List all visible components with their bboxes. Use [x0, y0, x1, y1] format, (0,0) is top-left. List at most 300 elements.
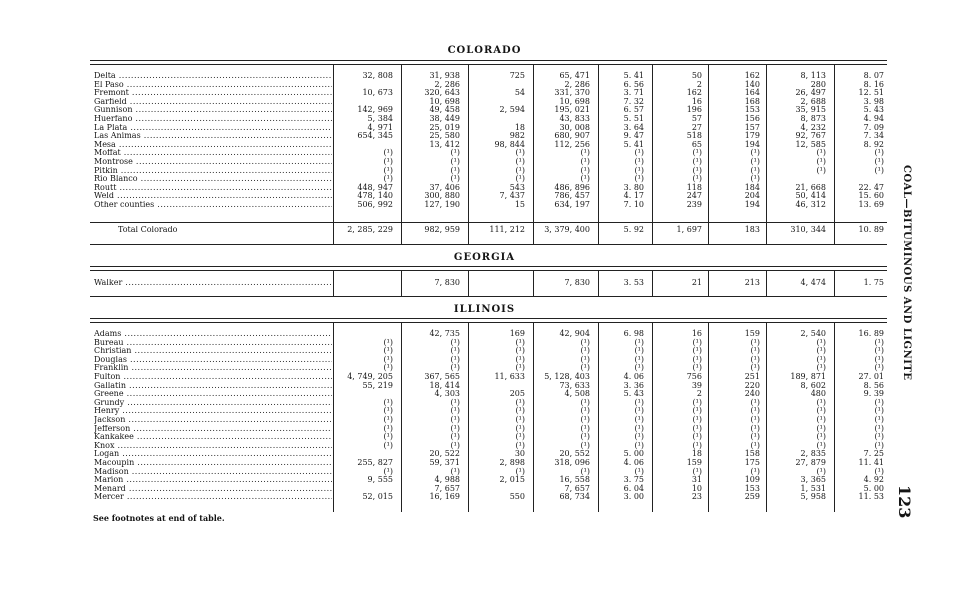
cell-col-1: (¹): [383, 148, 393, 158]
cell-col-6: 10: [691, 483, 702, 493]
cell-col-6: 39: [691, 380, 702, 390]
cell-col-8: (¹): [816, 337, 826, 347]
cell-col-9: 16. 89: [858, 329, 884, 338]
cell-col-3: 7, 437: [499, 191, 525, 201]
cell-col-3: 205: [509, 389, 525, 399]
county-name: Macoupin .....: [94, 459, 332, 468]
column-separator: [533, 322, 534, 512]
column-separator: [533, 270, 534, 296]
cell-col-2: 7, 830: [434, 278, 460, 287]
table-row: [90, 106, 887, 115]
cell-col-8: 2, 688: [800, 96, 826, 106]
cell-col-5: (¹): [634, 337, 644, 347]
county-name: Fulton .....: [94, 373, 332, 382]
cell-col-3: 725: [509, 71, 525, 80]
table-row: [90, 184, 887, 193]
cell-col-5: 3. 75: [623, 475, 644, 485]
cell-col-7: 168: [744, 96, 760, 106]
cell-col-7: (¹): [750, 414, 760, 424]
cell-col-2: (¹): [450, 337, 460, 347]
cell-col-4: 30, 008: [559, 122, 590, 132]
cell-col-9: (¹): [874, 414, 884, 424]
county-name: Adams .....: [94, 330, 332, 339]
county-name: Henry .....: [94, 407, 332, 416]
rule: [90, 266, 887, 267]
cell-col-6: 50: [691, 71, 702, 80]
cell-col-7: 153: [744, 483, 760, 493]
cell-col-5: (¹): [634, 406, 644, 416]
cell-col-9: (¹): [874, 466, 884, 476]
cell-col-5: (¹): [634, 432, 644, 442]
cell-col-2: 300, 880: [424, 191, 460, 201]
cell-col-7: (¹): [750, 165, 760, 175]
cell-col-1: 5, 384: [367, 113, 393, 123]
cell-col-8: (¹): [816, 466, 826, 476]
cell-col-4: 318, 096: [554, 457, 590, 467]
cell-col-4: (¹): [580, 156, 590, 166]
table-row: [90, 373, 887, 382]
cell-col-2: (¹): [450, 432, 460, 442]
cell-col-2: (¹): [450, 354, 460, 364]
cell-col-1: (¹): [383, 414, 393, 424]
cell-col-8: 480: [810, 389, 826, 399]
cell-col-2: 37, 406: [429, 182, 460, 192]
rule: [90, 270, 887, 271]
cell-col-8: 8, 602: [800, 380, 826, 390]
county-name: Total Colorado: [118, 226, 178, 234]
column-separator: [766, 270, 767, 296]
cell-col-2: 18, 414: [429, 380, 460, 390]
cell-col-7: (¹): [750, 432, 760, 442]
cell-col-3: 982: [509, 131, 525, 141]
cell-col-8: 35, 915: [795, 105, 826, 115]
rule: [90, 64, 887, 65]
cell-col-7: 204: [744, 191, 760, 201]
cell-col-5: (¹): [634, 156, 644, 166]
cell-col-9: 27. 01: [858, 371, 884, 381]
state-heading-georgia: GEORGIA: [453, 252, 516, 263]
cell-col-1: 654, 345: [357, 131, 393, 141]
cell-col-6: 159: [686, 457, 702, 467]
cell-col-3: (¹): [515, 165, 525, 175]
table-row: [90, 81, 887, 90]
cell-col-5: 5. 43: [623, 389, 644, 399]
cell-col-5: 3. 00: [623, 492, 644, 502]
cell-col-7: (¹): [750, 363, 760, 373]
county-name: Huerfano .....: [94, 115, 332, 124]
cell-col-4: 2, 286: [564, 79, 590, 89]
cell-col-3: 11, 633: [494, 371, 525, 381]
cell-col-9: 3. 98: [863, 96, 884, 106]
table-row: [90, 339, 887, 348]
cell-col-6: 31: [691, 475, 702, 485]
cell-col-4: 7, 657: [564, 483, 590, 493]
cell-col-6: (¹): [692, 174, 702, 184]
cell-col-6: 756: [686, 371, 702, 381]
column-separator: [834, 322, 835, 512]
cell-col-8: 21, 668: [795, 182, 826, 192]
county-name: Marion .....: [94, 476, 332, 485]
table-row: [90, 468, 887, 477]
cell-col-5: 6. 56: [623, 79, 644, 89]
column-separator: [708, 270, 709, 296]
county-name: Garfield .....: [94, 98, 332, 107]
cell-col-7: 213: [744, 278, 760, 287]
cell-col-2: 59, 371: [429, 457, 460, 467]
county-name: Weld .....: [94, 192, 332, 201]
table-row: [90, 132, 887, 141]
cell-col-2: 2, 286: [434, 79, 460, 89]
cell-col-5: 7. 10: [623, 199, 644, 209]
cell-col-6: 118: [686, 182, 702, 192]
cell-col-7: 183: [744, 225, 760, 234]
cell-col-3: (¹): [515, 337, 525, 347]
county-name: Knox .....: [94, 442, 332, 451]
cell-col-1: (¹): [383, 363, 393, 373]
county-name: Kankakee .....: [94, 433, 332, 442]
cell-col-5: 7. 32: [623, 96, 644, 106]
table-row: [90, 390, 887, 399]
cell-col-9: 13. 69: [858, 199, 884, 209]
cell-col-8: (¹): [816, 414, 826, 424]
cell-col-6: 16: [691, 329, 702, 338]
cell-col-5: (¹): [634, 174, 644, 184]
cell-col-2: (¹): [450, 148, 460, 158]
cell-col-9: 7. 09: [863, 122, 884, 132]
county-name: Franklin .....: [94, 364, 332, 373]
cell-col-6: (¹): [692, 406, 702, 416]
cell-col-9: (¹): [874, 337, 884, 347]
cell-col-1: (¹): [383, 466, 393, 476]
cell-col-9: (¹): [874, 354, 884, 364]
cell-col-8: (¹): [816, 423, 826, 433]
cell-col-9: (¹): [874, 148, 884, 158]
cell-col-4: 68, 734: [559, 492, 590, 502]
cell-col-2: 38, 449: [429, 113, 460, 123]
table-row: [90, 72, 887, 81]
cell-col-6: 23: [691, 492, 702, 502]
cell-col-9: 5. 43: [863, 105, 884, 115]
cell-col-2: (¹): [450, 397, 460, 407]
cell-col-7: 158: [744, 449, 760, 459]
county-name: Logan .....: [94, 450, 332, 459]
cell-col-8: (¹): [816, 363, 826, 373]
column-separator: [708, 64, 709, 244]
cell-col-8: 27, 879: [795, 457, 826, 467]
cell-col-2: (¹): [450, 363, 460, 373]
column-separator: [652, 64, 653, 244]
cell-col-2: (¹): [450, 466, 460, 476]
cell-col-8: 92, 767: [795, 131, 826, 141]
cell-col-8: 2, 835: [800, 449, 826, 459]
cell-col-7: 179: [744, 131, 760, 141]
cell-col-3: 2, 594: [499, 105, 525, 115]
column-separator: [533, 64, 534, 244]
cell-col-3: (¹): [515, 354, 525, 364]
cell-col-9: 11. 41: [858, 457, 884, 467]
rule: [90, 296, 887, 297]
column-separator: [834, 270, 835, 296]
cell-col-7: 175: [744, 457, 760, 467]
cell-col-1: 52, 015: [362, 492, 393, 502]
cell-col-9: 1. 75: [863, 278, 884, 287]
county-name: Rio Blanco .....: [94, 175, 332, 184]
cell-col-1: (¹): [383, 397, 393, 407]
cell-col-6: 196: [686, 105, 702, 115]
cell-col-1: (¹): [383, 174, 393, 184]
cell-col-3: 54: [514, 88, 525, 98]
cell-col-7: (¹): [750, 466, 760, 476]
cell-col-5: 3. 64: [623, 122, 644, 132]
cell-col-5: (¹): [634, 440, 644, 450]
colorado-total: [90, 226, 887, 235]
cell-col-4: 16, 558: [559, 475, 590, 485]
cell-col-8: 12, 585: [795, 139, 826, 149]
county-name: La Plata .....: [94, 124, 332, 133]
cell-col-4: 680, 907: [554, 131, 590, 141]
cell-col-6: (¹): [692, 414, 702, 424]
table-row: [90, 141, 887, 150]
cell-col-7: 194: [744, 199, 760, 209]
cell-col-8: (¹): [816, 354, 826, 364]
table-row: [90, 450, 887, 459]
column-separator: [333, 322, 334, 512]
cell-col-3: 550: [509, 492, 525, 502]
cell-col-9: 8. 07: [863, 71, 884, 80]
cell-col-5: 3. 80: [623, 182, 644, 192]
column-separator: [652, 270, 653, 296]
cell-col-9: 10. 89: [858, 225, 884, 234]
cell-col-9: (¹): [874, 423, 884, 433]
county-name: Moffat .....: [94, 149, 332, 158]
cell-col-4: 10, 698: [559, 96, 590, 106]
cell-col-4: (¹): [580, 354, 590, 364]
cell-col-7: 159: [744, 329, 760, 338]
cell-col-2: 367, 565: [424, 371, 460, 381]
cell-col-8: (¹): [816, 156, 826, 166]
cell-col-4: (¹): [580, 174, 590, 184]
county-name: Greene .....: [94, 390, 332, 399]
cell-col-4: (¹): [580, 346, 590, 356]
cell-col-7: 194: [744, 139, 760, 149]
cell-col-3: (¹): [515, 423, 525, 433]
cell-col-9: (¹): [874, 165, 884, 175]
cell-col-1: (¹): [383, 156, 393, 166]
cell-col-3: 30: [514, 449, 525, 459]
cell-col-7: 259: [744, 492, 760, 502]
cell-col-4: 112, 256: [554, 139, 590, 149]
cell-col-7: 109: [744, 475, 760, 485]
cell-col-9: 4. 92: [863, 475, 884, 485]
cell-col-4: 634, 197: [554, 199, 590, 209]
cell-col-5: (¹): [634, 363, 644, 373]
cell-col-4: (¹): [580, 397, 590, 407]
cell-col-3: 15: [514, 199, 525, 209]
cell-col-3: 18: [514, 122, 525, 132]
cell-col-1: (¹): [383, 346, 393, 356]
cell-col-1: 32, 808: [362, 71, 393, 80]
cell-col-5: 3. 36: [623, 380, 644, 390]
cell-col-6: (¹): [692, 165, 702, 175]
cell-col-2: (¹): [450, 156, 460, 166]
cell-col-2: 320, 643: [424, 88, 460, 98]
cell-col-4: (¹): [580, 363, 590, 373]
cell-col-4: (¹): [580, 423, 590, 433]
cell-col-9: 4. 94: [863, 113, 884, 123]
cell-col-5: 3. 53: [623, 278, 644, 287]
cell-col-7: 140: [744, 79, 760, 89]
cell-col-9: (¹): [874, 432, 884, 442]
county-name: Mesa .....: [94, 141, 332, 150]
cell-col-3: (¹): [515, 174, 525, 184]
cell-col-1: 478, 140: [357, 191, 393, 201]
cell-col-8: 189, 871: [790, 371, 826, 381]
cell-col-8: 2, 540: [800, 329, 826, 338]
cell-col-6: 162: [686, 88, 702, 98]
cell-col-4: 486, 896: [554, 182, 590, 192]
county-name: Routt .....: [94, 184, 332, 193]
table-row: [90, 192, 887, 201]
cell-col-1: (¹): [383, 423, 393, 433]
table-row: [90, 356, 887, 365]
page-number: 123: [895, 485, 914, 519]
rule: [90, 60, 887, 61]
cell-col-8: (¹): [816, 432, 826, 442]
cell-col-5: 9. 47: [623, 131, 644, 141]
cell-col-1: (¹): [383, 432, 393, 442]
cell-col-4: 43, 833: [559, 113, 590, 123]
cell-col-4: 42, 904: [559, 329, 590, 338]
county-name: Bureau .....: [94, 339, 332, 348]
table-row: [90, 89, 887, 98]
cell-col-8: (¹): [816, 406, 826, 416]
table-row: [90, 399, 887, 408]
cell-col-2: 7, 657: [434, 483, 460, 493]
cell-col-2: 4, 988: [434, 475, 460, 485]
cell-col-6: 27: [691, 122, 702, 132]
cell-col-3: (¹): [515, 148, 525, 158]
cell-col-3: (¹): [515, 406, 525, 416]
county-name: Pitkin .....: [94, 167, 332, 176]
cell-col-8: 8, 113: [800, 71, 826, 80]
cell-col-7: 153: [744, 105, 760, 115]
cell-col-5: 5. 00: [623, 449, 644, 459]
cell-col-7: (¹): [750, 440, 760, 450]
cell-col-2: 16, 169: [429, 492, 460, 502]
cell-col-3: (¹): [515, 440, 525, 450]
cell-col-7: (¹): [750, 354, 760, 364]
county-name: Gunnison .....: [94, 106, 332, 115]
cell-col-7: (¹): [750, 148, 760, 158]
cell-col-9: 8. 16: [863, 79, 884, 89]
cell-col-2: 13, 412: [429, 139, 460, 149]
cell-col-8: 26, 497: [795, 88, 826, 98]
cell-col-3: 111, 212: [489, 225, 525, 234]
cell-col-4: (¹): [580, 466, 590, 476]
cell-col-1: (¹): [383, 337, 393, 347]
cell-col-8: 5, 958: [800, 492, 826, 502]
cell-col-3: (¹): [515, 414, 525, 424]
cell-col-9: 11. 53: [858, 492, 884, 502]
table-row: [90, 347, 887, 356]
cell-col-8: 50, 414: [795, 191, 826, 201]
cell-col-7: 251: [744, 371, 760, 381]
column-separator: [401, 64, 402, 244]
county-name: Douglas .....: [94, 356, 332, 365]
cell-col-6: 2: [696, 79, 702, 89]
cell-col-8: (¹): [816, 148, 826, 158]
cell-col-6: (¹): [692, 363, 702, 373]
column-separator: [401, 322, 402, 512]
cell-col-3: 169: [509, 329, 525, 338]
cell-col-6: 239: [686, 199, 702, 209]
cell-col-7: 240: [744, 389, 760, 399]
cell-col-7: (¹): [750, 337, 760, 347]
column-separator: [468, 270, 469, 296]
cell-col-7: 157: [744, 122, 760, 132]
county-name: Madison .....: [94, 468, 332, 477]
table-row: [90, 175, 887, 184]
table-row: [90, 364, 887, 373]
cell-col-9: (¹): [874, 346, 884, 356]
cell-col-9: 7. 34: [863, 131, 884, 141]
column-separator: [708, 322, 709, 512]
cell-col-2: 25, 019: [429, 122, 460, 132]
cell-col-1: 255, 827: [357, 457, 393, 467]
cell-col-6: 65: [691, 139, 702, 149]
county-name: Jackson .....: [94, 416, 332, 425]
cell-col-7: 156: [744, 113, 760, 123]
cell-col-5: 5. 41: [623, 139, 644, 149]
table-row: [90, 167, 887, 176]
cell-col-3: (¹): [515, 156, 525, 166]
cell-col-5: 5. 41: [623, 71, 644, 80]
cell-col-3: (¹): [515, 363, 525, 373]
cell-col-7: (¹): [750, 156, 760, 166]
cell-col-7: 164: [744, 88, 760, 98]
cell-col-4: 7, 830: [564, 278, 590, 287]
cell-col-4: (¹): [580, 432, 590, 442]
cell-col-1: 4, 971: [367, 122, 393, 132]
cell-col-5: 5. 51: [623, 113, 644, 123]
cell-col-4: (¹): [580, 440, 590, 450]
column-separator: [598, 64, 599, 244]
cell-col-8: 4, 474: [800, 278, 826, 287]
state-heading-illinois: ILLINOIS: [453, 304, 516, 315]
cell-col-3: 543: [509, 182, 525, 192]
cell-col-2: 20, 522: [429, 449, 460, 459]
cell-col-4: 786, 457: [554, 191, 590, 201]
county-name: Other counties .....: [94, 201, 332, 210]
cell-col-2: (¹): [450, 346, 460, 356]
cell-col-3: (¹): [515, 466, 525, 476]
cell-col-7: (¹): [750, 406, 760, 416]
county-name: Grundy .....: [94, 399, 332, 408]
cell-col-2: (¹): [450, 406, 460, 416]
cell-col-5: (¹): [634, 354, 644, 364]
county-name: Walker .....: [94, 279, 332, 288]
cell-col-2: 127, 190: [424, 199, 460, 209]
cell-col-2: (¹): [450, 174, 460, 184]
cell-col-3: (¹): [515, 397, 525, 407]
cell-col-4: (¹): [580, 337, 590, 347]
cell-col-1: 142, 969: [357, 105, 393, 115]
georgia-table: [90, 279, 887, 288]
cell-col-9: 8. 92: [863, 139, 884, 149]
cell-col-7: 184: [744, 182, 760, 192]
cell-col-1: (¹): [383, 165, 393, 175]
cell-col-6: (¹): [692, 397, 702, 407]
